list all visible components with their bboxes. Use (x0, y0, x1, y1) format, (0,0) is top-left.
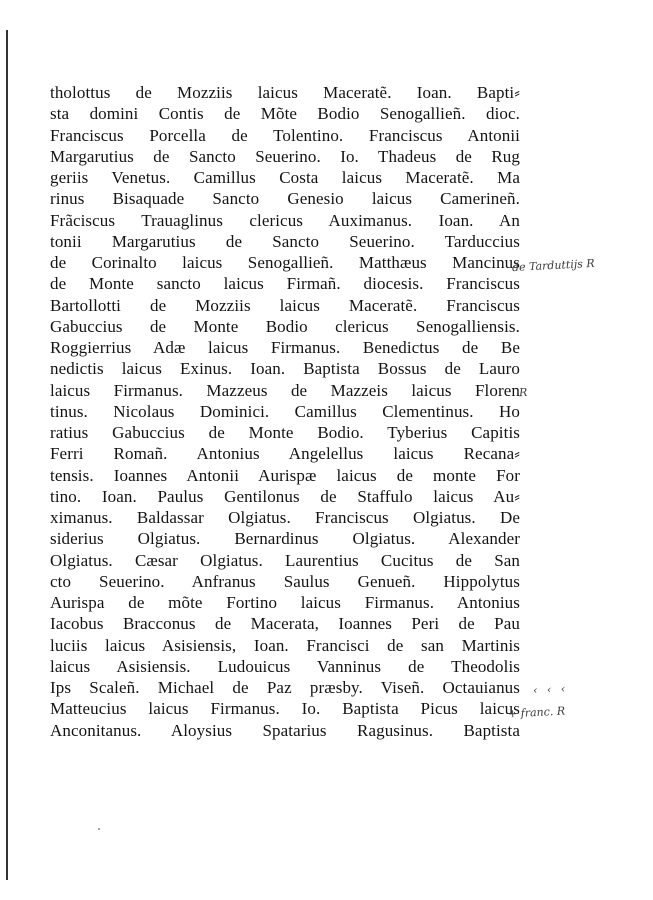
text-line: luciis laicus Asisiensis, Ioan. Francisci de san Martinis (50, 635, 520, 655)
text-line: sta domini Contis de Mõte Bodio Senogallieñ. dioc. (50, 104, 520, 124)
margin-note-tarduttijs: de Tarduttijs R (511, 256, 595, 275)
page-edge (6, 30, 8, 880)
text-line: Gabuccius de Monte Bodio clericus Senogalliensis. (50, 316, 520, 336)
text-line: Aurispa de mõte Fortino laicus Firmanus. Antonius (50, 593, 520, 612)
margin-note-r: R (518, 385, 528, 400)
text-line: siderius Olgiatus. Bernardinus Olgiatus. Alexander (50, 529, 520, 549)
text-line: rinus Bisaquade Sancto Genesio laicus Camerineñ. (50, 189, 520, 209)
text-line: Roggierrius Adæ laicus Firmanus. Benedictus de Be (50, 338, 520, 357)
text-line: geriis Venetus. Camillus Costa laicus Maceratẽ. Ma (50, 168, 520, 187)
body-text (50, 82, 520, 741)
margin-note-marks: ‹ ‹ ‹ (532, 682, 569, 697)
text-line: Margarutius de Sancto Seuerino. Io. Thadeus de Rug (50, 146, 520, 166)
text-line: tino. Ioan. Paulus Gentilonus de Staffulo laicus Au⸗ (50, 486, 520, 506)
text-line: de Monte sancto laicus Firmañ. diocesis. Franciscus (50, 274, 520, 294)
text-line: Iacobus Bracconus de Macerata, Ioannes Peri de Pau (50, 614, 520, 634)
text-line: laicus Asisiensis. Ludouicus Vanninus de Theodolis (50, 656, 520, 676)
text-line: nedictis laicus Exinus. Ioan. Baptista Bossus de Lauro (50, 359, 520, 379)
text-line: Bartollotti de Mozziis laicus Maceratẽ. Franciscus (50, 295, 520, 315)
text-line: Matteucius laicus Firmanus. Io. Baptista Picus laicus (50, 699, 520, 719)
text-line: laicus Firmanus. Mazzeus de Mazzeis laicus Floren (50, 380, 520, 400)
text-line: cto Seuerino. Anfranus Saulus Genueñ. Hippolytus (50, 571, 520, 591)
margin-note-franc: + franc. R (507, 704, 566, 721)
ink-speck (98, 828, 100, 830)
text-line: de Corinalto laicus Senogallieñ. Matthæus Mancinus (50, 253, 520, 272)
text-line: Ferri Romañ. Antonius Angelellus laicus Recana⸗ (50, 444, 520, 464)
text-line: ratius Gabuccius de Monte Bodio. Tyberius Capitis (50, 423, 520, 442)
text-line: Anconitanus. Aloysius Spatarius Ragusinus. Baptista (50, 720, 520, 740)
text-line: Ips Scaleñ. Michael de Paz præsby. Viseñ. Octauianus (50, 678, 520, 697)
text-line: Frãciscus Trauaglinus clericus Auximanus. Ioan. An (50, 210, 520, 230)
text-line: Franciscus Porcella de Tolentino. Franciscus Antonii (50, 125, 520, 145)
text-line: tinus. Nicolaus Dominici. Camillus Clementinus. Ho (50, 401, 520, 421)
text-line: ximanus. Baldassar Olgiatus. Franciscus Olgiatus. De (50, 508, 520, 527)
text-line: tonii Margarutius de Sancto Seuerino. Tarduccius (50, 231, 520, 251)
text-line: tensis. Ioannes Antonii Aurispæ laicus de monte For (50, 465, 520, 485)
text-line: Olgiatus. Cæsar Olgiatus. Laurentius Cucitus de San (50, 550, 520, 570)
text-line: tholottus de Mozziis laicus Maceratẽ. Ioan. Bapti⸗ (50, 83, 520, 102)
